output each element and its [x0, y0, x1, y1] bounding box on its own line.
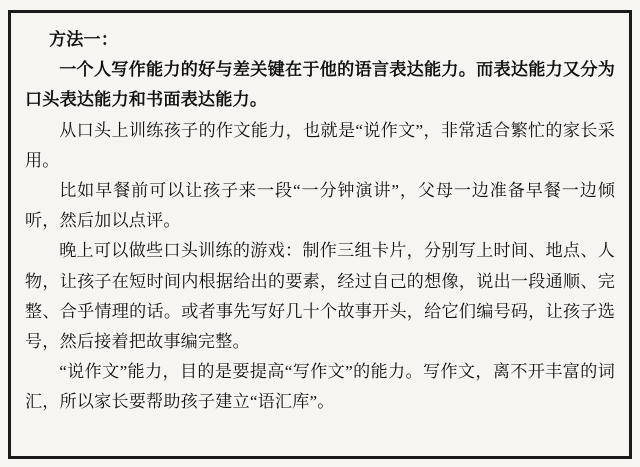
- text-frame: [8, 10, 632, 459]
- paragraph-lead: 一个人写作能力的好与差关键在于他的语言表达能力。而表达能力又分为口头表达能力和书面表达能力。: [25, 60, 615, 110]
- paragraph-oral-training: 从口头上训练孩子的作文能力，也就是“说作文”，非常适合繁忙的家长采用。: [25, 120, 615, 170]
- paragraph-conclusion: “说作文”能力，目的是要提高“写作文”的能力。写作文，离不开丰富的词汇，所以家长要帮助孩子建立“语汇库”。: [25, 362, 615, 412]
- paragraph-evening-game: 晚上可以做些口头训练的游戏：制作三组卡片，分别写上时间、地点、人物，让孩子在短时间内根据给出的要素，经过自己的想像，说出一段通顺、完整、合乎情理的话。或者事先写好几十个故事开头，给它们编号码，让孩子选号，然后接着把故事编完整。: [25, 241, 615, 352]
- paragraph-breakfast-speech: 比如早餐前可以让孩子来一段“一分钟演讲”，父母一边准备早餐一边倾听，然后加以点评。: [25, 181, 615, 231]
- section-heading: 方法一：: [48, 30, 119, 49]
- document-body: [25, 25, 615, 418]
